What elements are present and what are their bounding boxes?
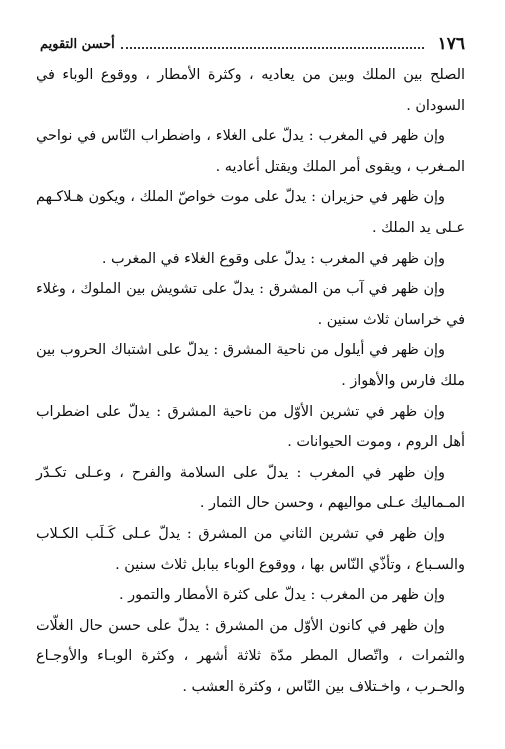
page-number: ١٧٦	[437, 34, 465, 54]
paragraph: وإن ظهر في المغرب : يدلّ على وقوع الغلاء في المغرب .	[101, 250, 445, 267]
header-dotted-leader	[121, 47, 424, 49]
paragraph: وإن ظهر في المغرب : يدلّ على الغلاء ، واضطراب النّاس في نواحي المـغرب ، ويقوى أمر الملك ويقتل أعاديه .	[36, 128, 465, 175]
paragraph: وإن ظهر في تشرين الأوّل من ناحية المشرق : يدلّ على اضطراب أهل الروم ، وموت الحيوانات .	[36, 403, 465, 451]
body-text	[36, 60, 465, 702]
paragraph: وإن ظهر في آب من المشرق : يدلّ على تشويش بين الملوك ، وغلاء في خراسان ثلاث سنين .	[36, 281, 465, 328]
paragraph: وإن ظهر في أيلول من ناحية المشرق : يدلّ على اشتباك الحروب بين ملك فارس والأهواز .	[36, 342, 465, 389]
running-header	[40, 34, 465, 54]
paragraph: وإن ظهر في المغرب : يدلّ على السلامة والفرح ، وعـلى تكـدّر المـماليك عـلى مواليهم ، وحسن حال الثمار .	[36, 464, 465, 512]
paragraph: وإن ظهر في حزيران : يدلّ على موت خواصّ الملك ، ويكون هـلاكـهم عـلى يد الملك .	[36, 189, 465, 236]
paragraph: وإن ظهر في تشرين الثاني من المشرق : يدلّ عـلى كَـلَب الكـلاب والسـباع ، وتأذّي النّاس بها ، ووقوع الوباء ببابل ثلاث سنين .	[36, 525, 465, 573]
paragraph: الصلح بين الملك وبين من يعاديه ، وكثرة الأمطار ، ووقوع الوباء في السودان .	[36, 67, 465, 114]
book-title: أحسن التقويم	[40, 36, 115, 52]
paragraph: وإن ظهر من المغرب : يدلّ على كثرة الأمطار والتمور .	[119, 587, 445, 604]
paragraph: وإن ظهر في كانون الأوّل من المشرق : يدلّ على حسن حال الغلّات والثمرات ، واتّصال المطر مدّة ثلاثة أشهر ، وكثرة الوبـاء والأوجـاع والحـرب ، واخـتلاف بين النّاس ، وكثرة العشب .	[36, 617, 465, 695]
